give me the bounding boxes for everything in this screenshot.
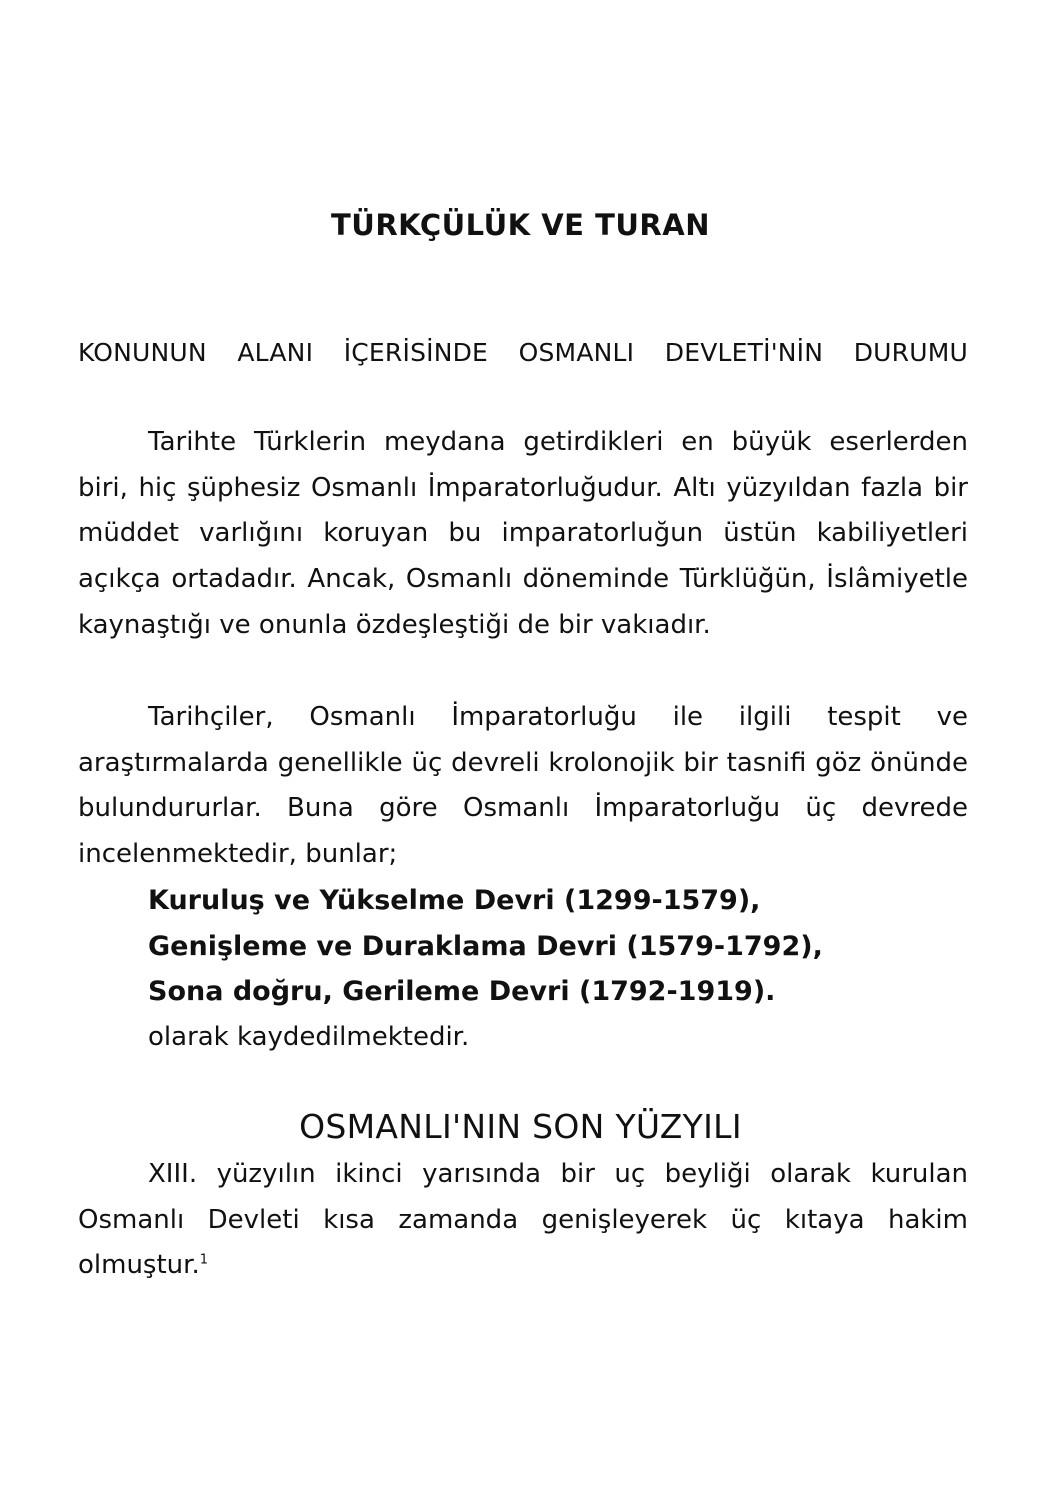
paragraph-historians <box>78 695 968 878</box>
paragraph-intro-text: Tarihte Türklerin meydana getirdikleri en büyük eserlerden biri, hiç şüphesiz Osmanlı İmparatorluğudur. Altı yüzyıldan fazla bir müddet varlığını koruyan bu imparatorluğun üstün kabiliyetleri açıkça ortadadır. Ancak, Osmanlı döneminde Türklüğün, İslâmiyetle kaynaştığı ve onunla özdeşleştiği de bir vakıadır. <box>78 427 968 640</box>
section-heading: KONUNUN ALANI İÇERİSİNDE OSMANLI DEVLETİ'NİN DURUMU <box>78 338 968 367</box>
footnote-reference[interactable]: 1 <box>199 1252 209 1268</box>
period-list <box>148 878 823 1015</box>
subheading: OSMANLI'NIN SON YÜZYILI <box>299 1107 742 1146</box>
page-title: TÜRKÇÜLÜK VE TURAN <box>331 208 710 242</box>
period-item-3: Sona doğru, Gerileme Devri (1792-1919). <box>148 976 776 1007</box>
paragraph-last-century-text: XIII. yüzyılın ikinci yarısında bir uç beyliği olarak kurulan Osmanlı Devleti kısa zamanda genişleyerek üç kıtaya hakim olmuştur. <box>78 1159 968 1281</box>
paragraph-historians-text: Tarihçiler, Osmanlı İmparatorluğu ile ilgili tespit ve araştırmalarda genellikle üç devreli krolonojik bir tasnifi göz önünde bulundururlar. Buna göre Osmanlı İmparatorluğu üç devrede incelenmektedir, bunlar; <box>78 702 968 870</box>
period-item-2: Genişleme ve Duraklama Devri (1579-1792), <box>148 930 823 962</box>
paragraph-intro <box>78 420 968 649</box>
paragraph-last-century <box>78 1152 968 1289</box>
closing-line: olarak kaydedilmektedir. <box>148 1022 470 1052</box>
period-item-1: Kuruluş ve Yükselme Devri (1299-1579), <box>148 885 761 916</box>
